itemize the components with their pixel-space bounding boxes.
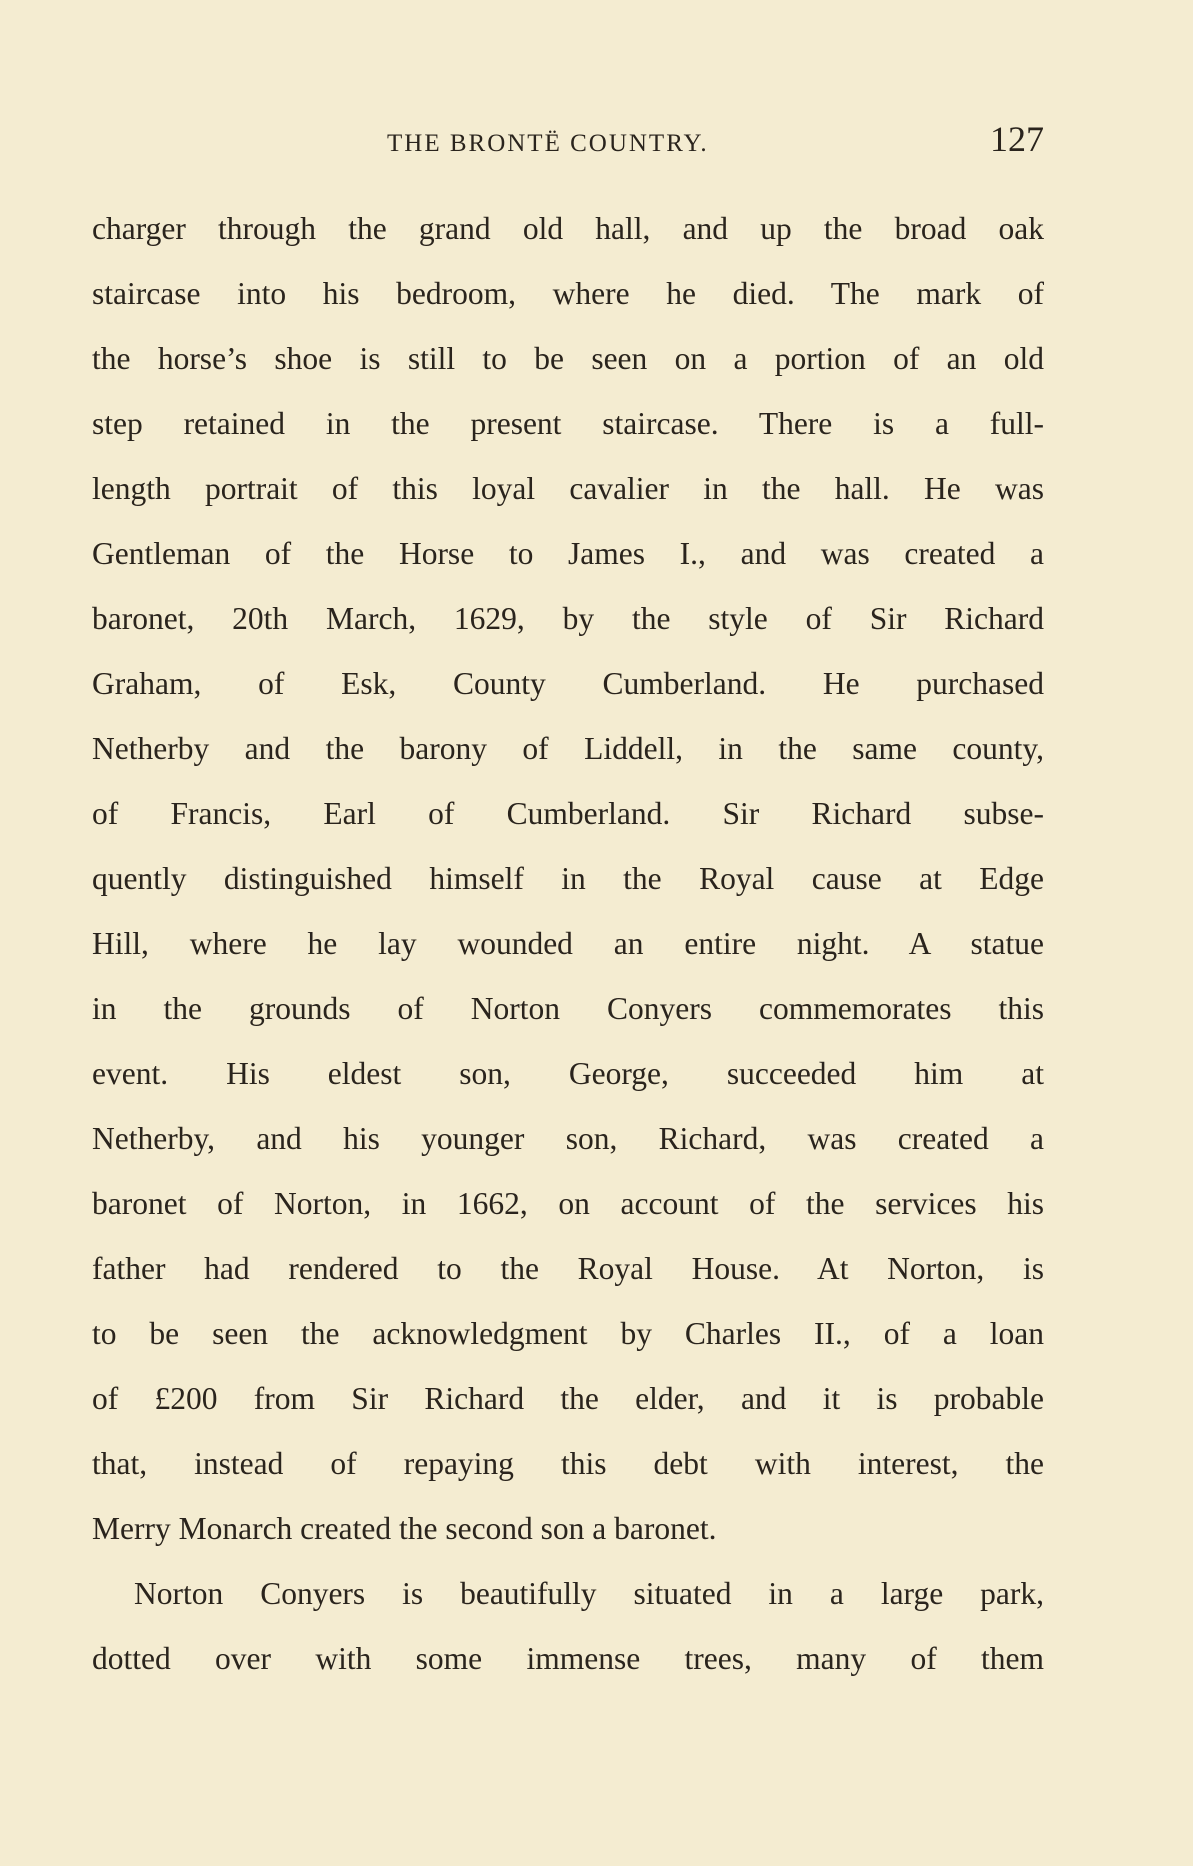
text-line: dotted over with some immense trees, many of them bbox=[92, 1641, 1044, 1676]
page-number: 127 bbox=[990, 119, 1044, 159]
text-line: Graham, of Esk, County Cumberland. He purchased bbox=[92, 666, 1044, 701]
text-line: Gentleman of the Horse to James I., and was created a bbox=[92, 536, 1044, 571]
text-line: length portrait of this loyal cavalier in the hall. He was bbox=[92, 471, 1044, 506]
text-line: of Francis, Earl of Cumberland. Sir Richard subse- bbox=[92, 796, 1044, 831]
text-line: step retained in the present staircase. There is a full- bbox=[92, 406, 1044, 441]
text-line: the horse’s shoe is still to be seen on a portion of an old bbox=[92, 341, 1044, 376]
text-line: event. His eldest son, George, succeeded him at bbox=[92, 1056, 1044, 1091]
text-line: father had rendered to the Royal House. At Norton, is bbox=[92, 1251, 1044, 1286]
text-line: of £200 from Sir Richard the elder, and it is probable bbox=[92, 1381, 1044, 1416]
running-head bbox=[92, 118, 1044, 168]
text-line: to be seen the acknowledgment by Charles II., of a loan bbox=[92, 1316, 1044, 1351]
text-line: Hill, where he lay wounded an entire night. A statue bbox=[92, 926, 1044, 961]
text-line: Netherby, and his younger son, Richard, was created a bbox=[92, 1121, 1044, 1156]
text-line: Merry Monarch created the second son a baronet. bbox=[92, 1511, 717, 1546]
text-line: Netherby and the barony of Liddell, in the same county, bbox=[92, 731, 1044, 766]
text-line: in the grounds of Norton Conyers commemorates this bbox=[92, 991, 1044, 1026]
body-text bbox=[92, 196, 1044, 1691]
text-line: charger through the grand old hall, and up the broad oak bbox=[92, 211, 1044, 246]
text-line: quently distinguished himself in the Royal cause at Edge bbox=[92, 861, 1044, 896]
running-title: THE BRONTË COUNTRY. bbox=[387, 130, 709, 157]
text-line: staircase into his bedroom, where he died. The mark of bbox=[92, 276, 1044, 311]
text-line: that, instead of repaying this debt with interest, the bbox=[92, 1446, 1044, 1481]
text-line: baronet, 20th March, 1629, by the style of Sir Richard bbox=[92, 601, 1044, 636]
text-line: Norton Conyers is beautifully situated in a large park, bbox=[134, 1576, 1044, 1611]
text-line: baronet of Norton, in 1662, on account of the services his bbox=[92, 1186, 1044, 1221]
